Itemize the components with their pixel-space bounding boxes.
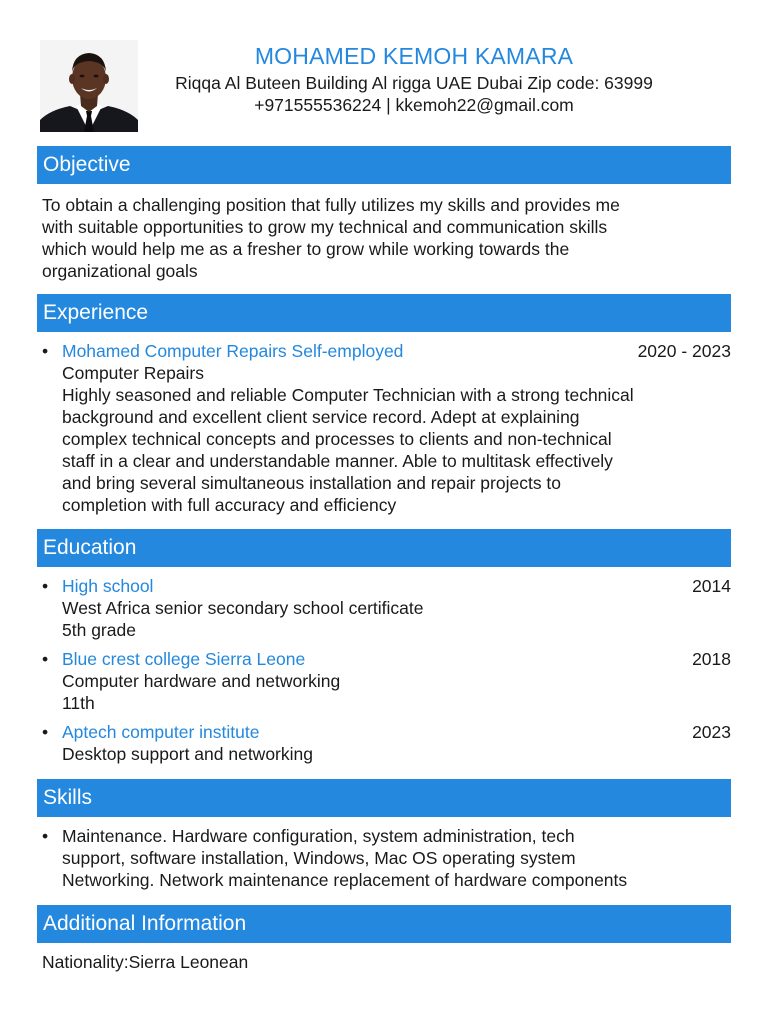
education-line: 5th grade [62,620,136,640]
experience-title: Mohamed Computer Repairs Self-employed [62,341,404,361]
education-date: 2023 [692,722,731,742]
objective-line: organizational goals [42,261,198,281]
experience-line: and bring several simultaneous installation and repair projects to [62,473,562,493]
education-title: Aptech computer institute [62,722,260,742]
nationality-text: Nationality:Sierra Leonean [42,952,249,972]
education-line: Desktop support and networking [62,744,313,764]
section-heading-experience: Experience [37,294,731,332]
contact-line: +971555536224 | kkemoh22@gmail.com [254,95,574,115]
education-date: 2018 [692,649,731,669]
education-title: Blue crest college Sierra Leone [62,649,306,669]
experience-line: staff in a clear and understandable manner. Able to multitask effectively [62,451,613,471]
experience-line: Highly seasoned and reliable Computer Technician with a strong technical [62,385,634,405]
skills-line: support, software installation, Windows, Mac OS operating system [62,848,576,868]
education-item [42,721,732,765]
education-line: 11th [62,693,95,713]
experience-line: completion with full accuracy and efficiency [62,495,397,515]
experience-item [42,340,732,516]
bullet-icon: • [42,649,49,669]
objective-line: with suitable opportunities to grow my technical and communication skills [42,217,608,237]
bullet-icon: • [42,341,49,361]
objective-line: To obtain a challenging position that fully utilizes my skills and provides me [42,195,620,215]
bullet-icon: • [42,722,49,742]
candidate-name: MOHAMED KEMOH KAMARA [254,43,574,69]
education-item [42,575,732,641]
education-date: 2014 [692,576,731,596]
education-title: High school [62,576,154,596]
section-heading-objective: Objective [37,146,731,184]
education-item [42,648,732,714]
education-line: Computer hardware and networking [62,671,341,691]
objective-line: which would help me as a fresher to grow while working towards the [42,239,570,259]
skills-line: Networking. Network maintenance replacement of hardware components [62,870,628,890]
experience-line: Computer Repairs [62,363,204,383]
experience-line: complex technical concepts and processes to clients and non-technical [62,429,612,449]
experience-date: 2020 - 2023 [637,341,731,361]
section-heading-education: Education [37,529,731,567]
skills-line: Maintenance. Hardware configuration, system administration, tech [62,826,575,846]
resume-header [138,40,690,116]
address-line: Riqqa Al Buteen Building Al rigga UAE Dubai Zip code: 63999 [175,73,653,93]
education-line: West Africa senior secondary school certificate [62,598,424,618]
objective-text [42,194,732,282]
section-heading-skills: Skills [37,779,731,817]
bullet-icon: • [42,576,49,596]
profile-photo [40,40,138,132]
skills-item [42,825,732,891]
experience-line: background and excellent client service record. Adept at explaining [62,407,580,427]
section-heading-additional: Additional Information [37,905,731,943]
bullet-icon: • [42,826,49,846]
